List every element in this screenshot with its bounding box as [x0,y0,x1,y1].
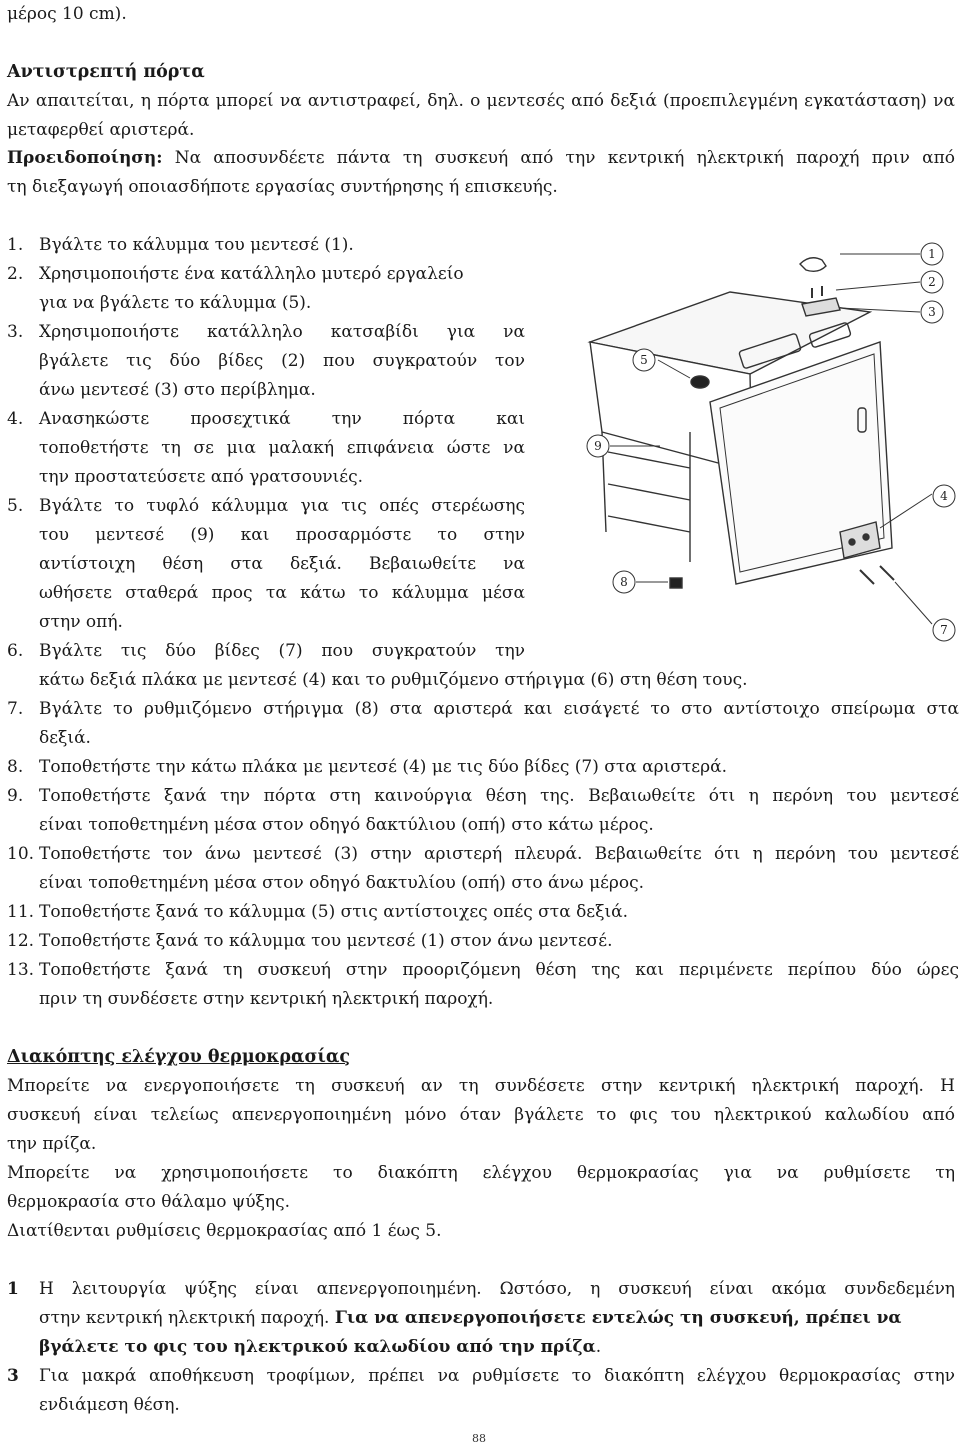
setting-1-line-2: στην κεντρική ηλεκτρική παροχή. Για να απενεργοποιήσετε εντελώς τη συσκευή, πρέπει να [39,1308,902,1328]
step-5-line-3: αντίστοιχη θέση στα δεξιά. Βεβαιωθείτε να [39,554,525,574]
step-7: 7. Βγάλτε το ρυθμιζόμενο στήριγμα (8) στα αριστερά και εισάγετέ το στο αντίστοιχο σπείρωμα στα [7,699,959,719]
svg-text:4: 4 [940,489,948,503]
thermostat-p1-line-1: Μπορείτε να ενεργοποιήσετε τη συσκευή αν τη συνδέσετε στην κεντρική ηλεκτρική παροχή. Η [7,1076,955,1096]
callout-1 [921,243,943,265]
step-9: 9. Τοποθετήστε ξανά την πόρτα στη καινούργια θέση της. Βεβαιωθείτε ότι η περόνη του μεντεσέ [7,786,959,806]
step-10-line-2: είναι τοποθετημένη μέσα στον οδηγό δακτυλίου (οπή) στο άνω μέρος. [39,873,645,893]
thermostat-p2-line-2: θερμοκρασία στο θάλαμο ψύξης. [7,1192,291,1212]
section-heading-reversible-door: Αντιστρεπτή πόρτα [7,62,205,82]
step-10: 10. Τοποθετήστε τον άνω μεντεσέ (3) στην αριστερή πλευρά. Βεβαιωθείτε ότι η περόνη του μεντεσέ [7,844,959,864]
step-3: 3. Χρησιμοποιήστε κατάλληλο κατσαβίδι για να [7,322,525,342]
step-1: 1. Βγάλτε το κάλυμμα του μεντεσέ (1). [7,235,354,255]
setting-1-line-3: βγάλετε το φις του ηλεκτρικού καλωδίου από την πρίζα. [39,1337,602,1357]
step-3-line-2: βγάλετε τις δύο βίδες (2) που συγκρατούν τον [39,351,525,371]
step-9-line-2: είναι τοποθετημένη μέσα στον οδηγό δακτύλιου (οπή) στο κάτω μέρος. [39,815,654,835]
thermostat-p3: Διατίθενται ρυθμίσεις θερμοκρασίας από 1 έως 5. [7,1221,442,1241]
step-2-line-2: για να βγάλετε το κάλυμμα (5). [39,293,312,313]
step-6-line-2: κάτω δεξιά πλάκα με μεντεσέ (4) και το ρυθμιζόμενο στήριγμα (6) στη θέση τους. [39,670,748,690]
section-heading-thermostat: Διακόπτης ελέγχου θερμοκρασίας [7,1047,351,1067]
svg-text:2: 2 [928,275,936,289]
svg-text:7: 7 [940,623,948,637]
step-4-line-2: τοποθετήστε τη σε μια μαλακή επιφάνεια ώστε να [39,438,525,458]
step-6: 6. Βγάλτε τις δύο βίδες (7) που συγκρατούν την [7,641,525,661]
step-5-line-4: ωθήσετε σταθερά προς τα κάτω το κάλυμμα μέσα [39,583,525,603]
step-5: 5. Βγάλτε το τυφλό κάλυμμα για τις οπές στερέωσης [7,496,525,516]
reversible-intro-line-1: Αν απαιτείται, η πόρτα μπορεί να αντιστραφεί, δηλ. ο μεντεσές από δεξιά (προεπιλεγμένη εγκατάσταση) να [7,91,955,111]
warning-line-2: τη διεξαγωγή οποιασδήποτε εργασίας συντήρησης ή επισκευής. [7,177,558,197]
callout-9 [587,435,609,457]
svg-text:8: 8 [620,575,628,589]
setting-1-line-1: 1 Η λειτουργία ψύξης είναι απενεργοποιημένη. Ωστόσο, η συσκευή είναι ακόμα συνδεδεμένη [7,1279,955,1299]
intro-tail: μέρος 10 cm). [7,4,127,24]
callout-7 [933,619,955,641]
thermostat-p1-line-2: συσκευή είναι τελείως απενεργοποιημένη μόνο όταν βγάλετε το φις του ηλεκτρικού καλωδίου από [7,1105,955,1125]
svg-text:1: 1 [928,247,936,261]
page-number: 88 [472,1432,486,1445]
thermostat-p2-line-1: Μπορείτε να χρησιμοποιήσετε το διακόπτη ελέγχου θερμοκρασίας για να ρυθμίσετε τη [7,1163,955,1183]
step-7-line-2: δεξιά. [39,728,91,748]
step-5-line-5: στην οπή. [39,612,123,632]
callout-2 [921,271,943,293]
callout-4 [933,485,955,507]
callout-8 [613,571,635,593]
callout-3 [921,301,943,323]
step-8: 8. Τοποθετήστε την κάτω πλάκα με μεντεσέ (4) με τις δύο βίδες (7) στα αριστερά. [7,757,727,777]
callout-5 [633,349,655,371]
svg-text:5: 5 [640,353,648,367]
step-11: 11. Τοποθετήστε ξανά το κάλυμμα (5) στις αντίστοιχες οπές στα δεξιά. [7,902,629,922]
adjustable-foot-part [670,578,682,588]
thermostat-cover-part [691,376,709,388]
svg-text:3: 3 [928,305,936,319]
reversible-intro-line-2: μεταφερθεί αριστερά. [7,120,195,140]
hinge-cover-part [800,258,826,272]
setting-3-line-1: 3 Για μακρά αποθήκευση τροφίμων, πρέπει να ρυθμίσετε το διακόπτη ελέγχου θερμοκρασίας στην [7,1366,955,1386]
thermostat-p1-line-3: την πρίζα. [7,1134,97,1154]
step-2: 2. Χρησιμοποιήστε ένα κατάλληλο μυτερό εργαλείο [7,264,464,284]
step-4: 4. Ανασηκώστε προσεχτικά την πόρτα και [7,409,525,429]
setting-3-line-2: ενδιάμεση θέση. [39,1395,180,1415]
step-13-line-2: πριν τη συνδέσετε στην κεντρική ηλεκτρική παροχή. [39,989,494,1009]
warning-label: Προειδοποίηση: [7,148,163,168]
warning-line-1: Προειδοποίηση: Να αποσυνδέετε πάντα τη συσκευή από την κεντρική ηλεκτρική παροχή πριν από [7,148,955,168]
step-13: 13. Τοποθετήστε ξανά τη συσκευή στην προοριζόμενη θέση της και περιμένετε περίπου δύο ώρες [7,960,959,980]
svg-text:9: 9 [594,439,602,453]
step-4-line-3: την προστατεύσετε από γρατσουνιές. [39,467,364,487]
step-5-line-2: του μεντεσέ (9) και προσαρμόστε το στην [39,525,525,545]
step-3-line-3: άνω μεντεσέ (3) στο περίβλημα. [39,380,316,400]
door-reversal-diagram [540,232,960,652]
step-12: 12. Τοποθετήστε ξανά το κάλυμμα του μεντεσέ (1) στον άνω μεντεσέ. [7,931,613,951]
